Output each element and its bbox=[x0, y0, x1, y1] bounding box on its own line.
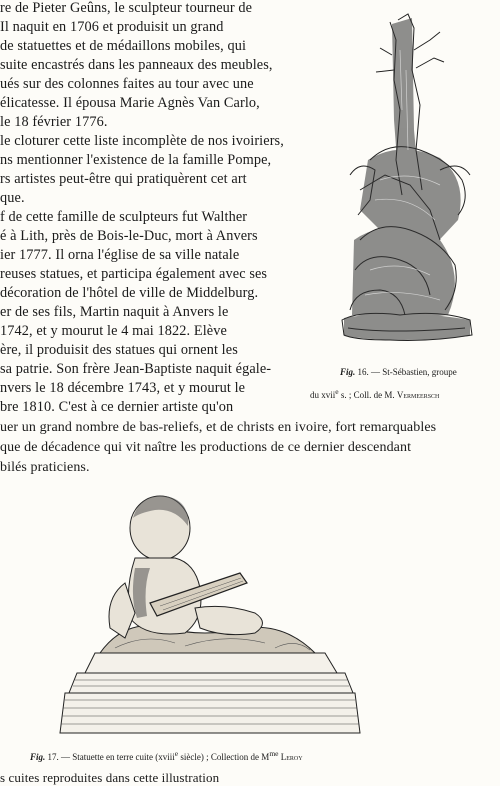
text-line: sa patrie. Son frère Jean-Baptiste naquit égale- bbox=[0, 361, 272, 377]
text-line: uer un grand nombre de bas-reliefs, et de christs en ivoire, fort remarquables bbox=[0, 420, 437, 435]
text-line: ués sur des colonnes faites au tour avec une bbox=[0, 76, 254, 92]
text-line: Il naquit en 1706 et produisit un grand bbox=[0, 19, 224, 35]
text-line: é à Lith, près de Bois-le-Duc, mort à Anvers bbox=[0, 228, 258, 244]
text-line: 1742, et y mourut le 4 mai 1822. Elève bbox=[0, 323, 227, 339]
fig-label: Fig. bbox=[340, 367, 356, 377]
caption-text: 17. — Statuette en terre cuite (xviii bbox=[47, 752, 175, 762]
text-line: élicatesse. Il épousa Marie Agnès Van Carlo, bbox=[0, 95, 260, 111]
text-line: bilés praticiens. bbox=[0, 460, 90, 475]
text-line: s cuites reproduites dans cette illustration bbox=[0, 770, 220, 785]
text-line: ier 1777. Il orna l'église de sa ville natale bbox=[0, 247, 240, 263]
text-line: ns mentionner l'existence de la famille Pompe, bbox=[0, 152, 272, 168]
collector-name: Vermeersch bbox=[396, 390, 440, 400]
text-line: nvers le 18 décembre 1743, et y mourut le bbox=[0, 380, 246, 396]
caption-text: s. ; Coll. de M. bbox=[338, 390, 397, 400]
figure-17-illustration bbox=[55, 488, 375, 743]
text-line: suite encastrés dans les panneaux des meubles, bbox=[0, 57, 273, 73]
text-line: le cloturer cette liste incomplète de nos ivoiriers, bbox=[0, 133, 284, 149]
figure-16-caption bbox=[340, 367, 457, 378]
text-line: rs artistes peut-être qui pratiquèrent cet art bbox=[0, 171, 247, 187]
caption-text: siècle) ; Collection de M bbox=[178, 752, 270, 762]
fig-label: Fig. bbox=[30, 752, 46, 762]
caption-sup: me bbox=[269, 749, 279, 758]
text-line: bre 1810. C'est à ce dernier artiste qu'on bbox=[0, 399, 234, 415]
collector-name: Leroy bbox=[280, 752, 303, 762]
text-line: que. bbox=[0, 190, 25, 206]
text-line: ère, il produisit des statues qui ornent les bbox=[0, 342, 238, 358]
figure-16-caption-line2 bbox=[310, 386, 439, 401]
text-line: décoration de l'hôtel de ville de Middelburg. bbox=[0, 285, 259, 301]
text-line: er de ses fils, Martin naquit à Anvers le bbox=[0, 304, 229, 320]
text-line: reuses statues, et participa également avec ses bbox=[0, 266, 268, 282]
caption-sup: e bbox=[335, 387, 339, 396]
caption-text: du xvii bbox=[310, 390, 336, 400]
text-line: le 18 février 1776. bbox=[0, 114, 108, 130]
text-line: de statuettes et de médaillons mobiles, qui bbox=[0, 38, 247, 54]
caption-sup: e bbox=[174, 749, 179, 758]
text-line: re de Pieter Geûns, le sculpteur tourneur de bbox=[0, 0, 253, 16]
fig-title: 16. — St-Sébastien, groupe bbox=[357, 367, 457, 377]
figure-17-caption bbox=[30, 748, 303, 763]
text-line: f de cette famille de sculpteurs fut Walther bbox=[0, 209, 248, 225]
figure-16-illustration bbox=[330, 10, 490, 355]
text-line: que de décadence qui vit naître les productions de ce dernier descendant bbox=[0, 440, 412, 455]
